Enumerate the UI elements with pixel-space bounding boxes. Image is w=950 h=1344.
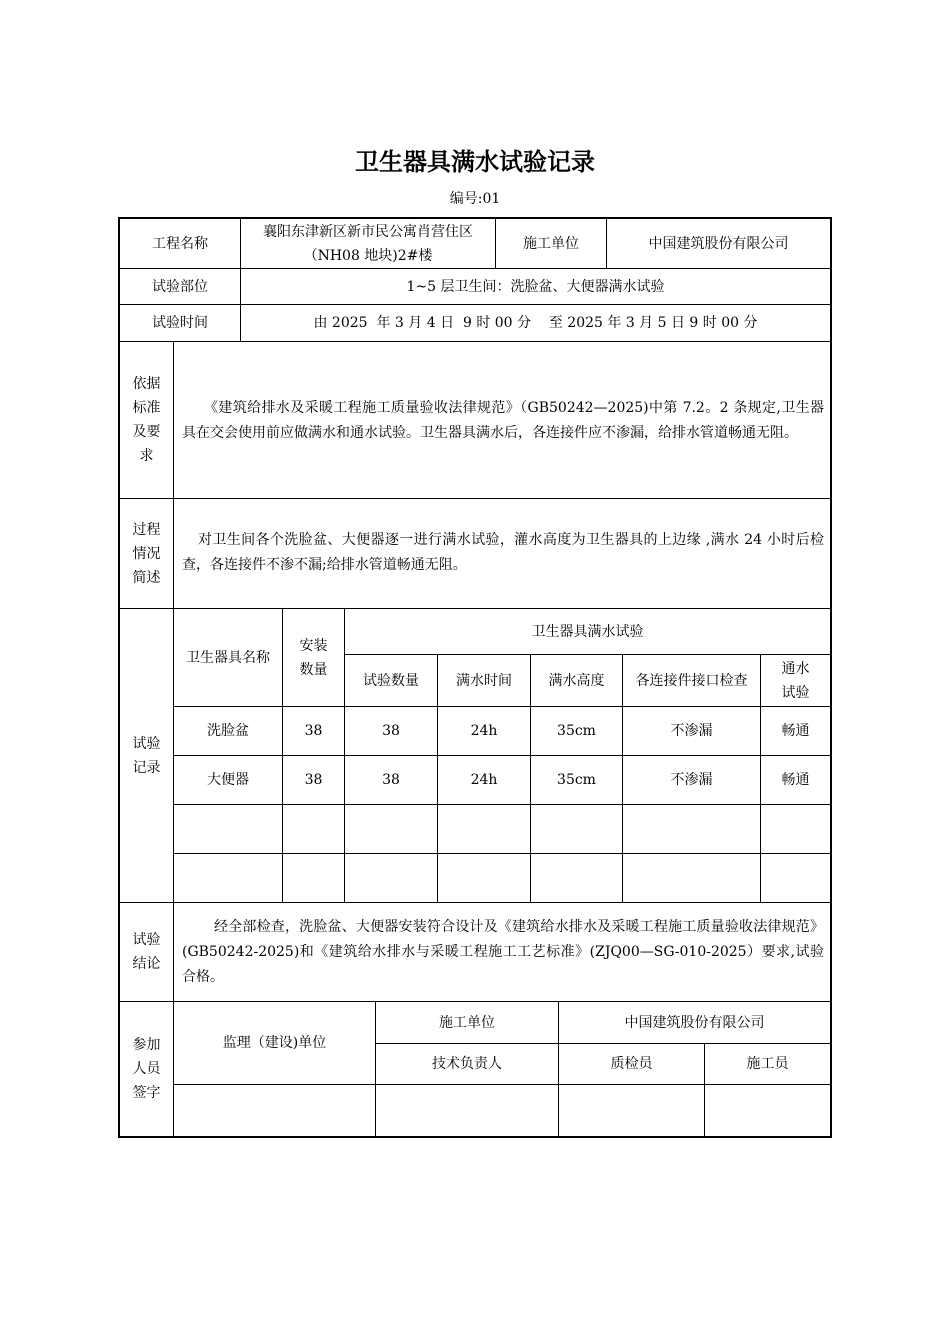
project-name-line1: 襄阳东津新区新市民公寓肖营住区 [263,223,473,240]
table-cell: 38 [304,772,323,788]
col-fixture-name: 卫生器具名称 [186,649,270,666]
col-flow-test-line: 试验 [781,684,810,701]
signature-field-supervisor[interactable] [174,1085,375,1136]
table-cell: 38 [382,723,400,739]
table-cell: 大便器 [207,772,249,788]
project-name-label: 工程名称 [152,235,208,252]
table-cell: 畅通 [781,723,810,739]
table-cell: 不渗漏 [670,772,713,788]
basis-label-line: 标准 [132,400,161,416]
signature-field-tech-lead[interactable] [376,1085,558,1136]
grid-line [118,902,832,903]
basis-label-line: 及要 [132,424,161,440]
basis-text: 《建筑给排水及采暖工程施工质量验收法律规范》（GB50242—2025)中第 7.2。2 条规定,卫生器具在交会使用前应做满水和通水试验。卫生器具满水后，各连接件应不渗漏，给排水管道畅通无阻。 [182,400,824,441]
grid-line [118,341,832,342]
table-cell: 24h [470,723,498,739]
table-cell: 35cm [557,723,596,739]
col-flow-test-line: 通水 [781,660,810,677]
grid-line [173,804,831,805]
basis-label-line: 求 [139,448,154,464]
tech-lead-label: 技术负责人 [432,1056,502,1072]
signature-field-worker[interactable] [705,1085,830,1136]
test-location-label: 试验部位 [152,278,208,295]
table-cell: 35cm [557,772,596,788]
signatures-label-line: 参加 [132,1037,161,1053]
page-title: 卫生器具满水试验记录 [355,148,595,176]
test-location-value: 1~5 层卫生间：洗脸盆、大便器满水试验 [406,278,665,295]
table-cell: 不渗漏 [670,723,713,739]
table-cell: 38 [304,723,323,739]
test-time-text: 由 2025 年 3 月 4 日 9 时 00 分 至 2025 年 3 月 5 日 9 时 00 分 [313,315,758,331]
test-time-value [241,305,830,341]
document-number: 编号:01 [449,191,501,207]
col-fill-height: 满水高度 [548,672,605,689]
conclusion-label [120,903,173,1001]
signatures-label [120,1002,173,1136]
col-test-qty: 试验数量 [363,672,419,689]
signature-field-inspector[interactable] [559,1085,704,1136]
table-cell: 24h [470,772,498,788]
record-label-line: 试验 [132,735,161,752]
record-label [120,609,173,902]
col-install-qty-line: 数量 [299,661,328,678]
basis-label-line: 依据 [132,376,161,392]
conclusion-label-line: 结论 [132,956,161,972]
project-name-line2: （NH08 地块)2#楼 [303,247,433,264]
sign-contractor-label: 施工单位 [439,1014,495,1031]
inspector-label: 质检员 [610,1056,653,1072]
contractor-value: 中国建筑股份有限公司 [648,235,789,252]
table-cell: 洗脸盆 [207,723,249,739]
process-label-line: 情况 [132,545,161,562]
signatures-label-line: 人员 [132,1061,161,1077]
process-text: 对卫生间各个洗脸盆、大便器逐一进行满水试验，灌水高度为卫生器具的上边缘 ,满水 24 小时后检查，各连接件不渗不漏;给排水管道畅通无阻。 [182,532,824,573]
col-fill-time: 满水时间 [456,672,512,689]
test-time-label: 试验时间 [152,315,208,331]
signatures-label-line: 签字 [132,1085,161,1101]
sign-contractor-value: 中国建筑股份有限公司 [624,1014,765,1031]
process-label-line: 过程 [132,521,161,538]
conclusion-label-line: 试验 [132,932,161,948]
basis-label [120,342,173,498]
col-flow-test [761,655,830,706]
table-border-right [830,217,832,1138]
table-cell: 畅通 [781,772,810,788]
table-border-bottom [118,1136,832,1138]
col-group-header: 卫生器具满水试验 [531,623,644,640]
worker-label: 施工员 [746,1056,789,1072]
grid-line [173,853,831,854]
process-label [120,499,173,608]
col-joint-check: 各连接件接口检查 [635,672,748,689]
project-name-value [241,219,495,268]
process-label-line: 简述 [132,569,161,586]
table-cell: 38 [382,772,400,788]
col-install-qty [283,609,344,706]
supervisor-unit-label: 监理（建设)单位 [222,1035,327,1051]
contractor-label: 施工单位 [523,235,579,252]
conclusion-text: 经全部检查，洗脸盆、大便器安装符合设计及《建筑给水排水及采暖工程施工质量验收法律规范》(GB50242-2025)和《建筑给水排水与采暖工程施工工艺标准》(ZJQ00—SG-010-2025）要求,试验合格。 [182,919,824,985]
grid-line [118,498,832,499]
col-install-qty-line: 安装 [299,637,328,654]
record-label-line: 记录 [132,759,161,776]
